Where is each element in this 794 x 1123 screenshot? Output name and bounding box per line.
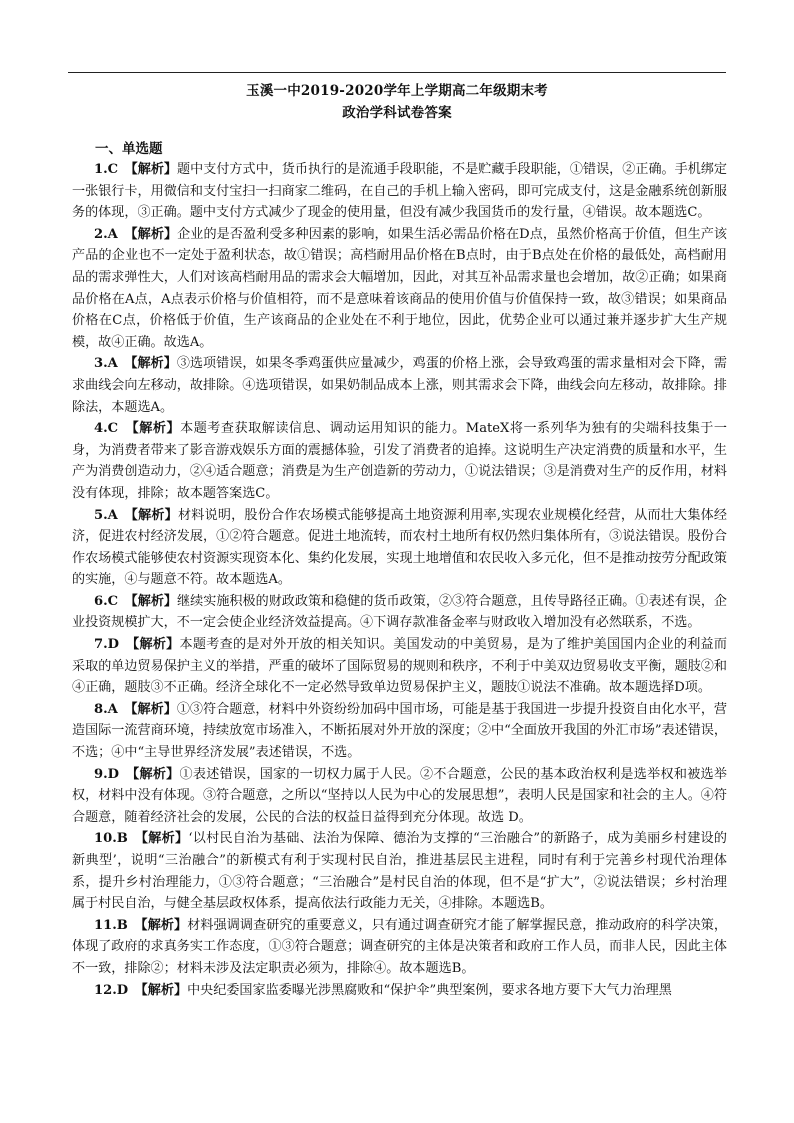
analysis-tag: 【解析】 — [131, 593, 178, 609]
analysis-tag: 【解析】 — [131, 507, 178, 523]
answer-number: 7.D — [94, 637, 120, 653]
answer-item-9 — [72, 764, 727, 829]
answer-text: 继续实施积极的财政政策和稳健的货币政策，②③符合题意，且传导路径正确。①表述有误，企业投资规模扩大，不一定会使企业经济效益提高。④下调存款准备金率与财政收入增加没有必然联系，不选。 — [72, 593, 728, 631]
section-heading: 一、单选题 — [95, 141, 163, 157]
analysis-tag: 【解析】 — [130, 701, 177, 717]
answer-text: 中央纪委国家监委曝光涉黑腐败和“保护伞”典型案例，要求各地方要下大气力治理黑 — [187, 982, 672, 998]
answer-number: 5.A — [94, 507, 118, 523]
answer-number: 8.A — [94, 701, 118, 717]
answer-number: 1.C — [94, 162, 119, 177]
answer-text: 企业的是否盈利受多种因素的影响，如果生活必需品价格在D点，虽然价格高于价值，但生产该产品的企业也不一定处于盈利状态，故①错误；高档耐用品价格在B点时，由于B点处在价格的最低处，高档耐用品的需求弹性大，人们对该高档耐用品的需求会大幅增加，因此，对其互补品需求量也会增加，故②正确；如果商品价格在A点，A点表示价格与价值相符，而不是意味着该商品的使用价值与价值保持一致，故③错误；如果商品价格在C点，价格低于价值，生产该商品的企业处在不利于地位，因此，优势企业可以通过兼并逐步扩大生产规模，故④正确。故选A。 — [72, 226, 728, 350]
answer-number: 9.D — [94, 766, 120, 782]
answer-item-1 — [72, 159, 727, 224]
answer-number: 12.D — [94, 982, 129, 998]
page-subtitle: 政治学科试卷答案 — [342, 105, 452, 121]
analysis-tag: 【解析】 — [132, 766, 180, 782]
answer-item-8 — [72, 699, 727, 764]
answer-number: 3.A — [94, 356, 118, 372]
answer-text: ①③符合题意，材料中外资纷纷加码中国市场，可能是基于我国进一步提升投资自由化水平，营造国际一流营商环境，持续放宽市场准入，不断拓展对外开放的深度；②中“全面放开我国的外汇市场”表述错误，不选；④中“主导世界经济发展”表述错误，不选。 — [72, 701, 728, 761]
analysis-tag: 【解析】 — [132, 637, 180, 653]
answer-text: ③选项错误，如果冬季鸡蛋供应量减少，鸡蛋的价格上涨，会导致鸡蛋的需求量相对会下降，需求曲线会向左移动，故排除。④选项错误，如果奶制品成本上涨，则其需求会下降，曲线会向左移动，故排除。排除法，本题选A。 — [72, 356, 728, 415]
analysis-tag: 【解析】 — [141, 831, 189, 847]
answer-text: 材料说明，股份合作农场模式能够提高土地资源利用率,实现农业规模化经营，从而壮大集体经济，促进农村经济发展，①②符合题意。促进土地流转，而农村土地所有权仍然归集体所有，③说法错误。股份合作农场模式能够使农村资源实现资本化、集约化发展，实现土地增值和农民收入多元化，但不是推动按劳分配政策的实施，④与题意不符。故本题选A。 — [72, 507, 727, 588]
answer-item-10 — [72, 828, 727, 914]
top-rule-divider — [68, 72, 726, 73]
answer-text: 本题考查获取解读信息、调动运用知识的能力。MateX将一系列华为独有的尖端科技集于一身，为消费者带来了影音游戏娱乐方面的震撼体验，引发了消费者的追捧。这说明生产决定消费的质量和水平，生产为消费创造动力，②④适合题意；消费是为生产创造新的劳动力，①说法错误；③是消费对生产的反作用，材料没有体现，排除；故本题答案选C。 — [72, 421, 728, 501]
answer-number: 4.C — [94, 421, 119, 437]
answer-item-3 — [72, 353, 727, 418]
answer-item-7 — [72, 634, 727, 699]
answer-item-6 — [72, 591, 727, 634]
analysis-tag: 【解析】 — [132, 421, 181, 437]
answer-number: 10.B — [94, 831, 128, 847]
answer-item-5 — [72, 505, 727, 591]
analysis-tag: 【解析】 — [141, 982, 188, 998]
answer-text: 题中支付方式中，货币执行的是流通手段职能，不是贮藏手段职能，①错误，②正确。手机绑定一张银行卡，用微信和支付宝扫一扫商家二维码，在自己的手机上输入密码，即可完成支付，这是金融系统创新服务的体现，③正确。题中支付方式减少了现金的使用量，但没有减少我国货币的发行量，④错误。故本题选C。 — [72, 162, 728, 221]
answer-text: 本题考查的是对外开放的相关知识。美国发动的中美贸易，是为了维护美国国内企业的利益而采取的单边贸易保护主义的举措，严重的破坏了国际贸易的规则和秩序，不利于中美双边贸易收支平衡，题肢②和④正确，题肢③不正确。经济全球化不一定必然导致单边贸易保护主义，题肢①说法不准确。故本题选择D项。 — [72, 637, 728, 696]
analysis-tag: 【解析】 — [141, 917, 188, 933]
answer-item-11 — [72, 915, 727, 980]
answer-item-4 — [72, 418, 727, 504]
analysis-tag: 【解析】 — [131, 226, 178, 242]
page-title: 玉溪一中2019-2020学年上学期高二年级期末考 — [246, 83, 548, 99]
answer-number: 2.A — [94, 226, 118, 242]
answer-item-2 — [72, 224, 727, 354]
answer-text: 材料强调调查研究的重要意义，只有通过调查研究才能了解掌握民意，推动政府的科学决策，体现了政府的求真务实工作态度，①③符合题意；调查研究的主体是决策者和政府工作人员，而非人民，因此主体不一致，排除②；材料未涉及法定职责必须为，排除④。故本题选B。 — [72, 917, 728, 976]
answer-list — [72, 159, 727, 1001]
answer-item-12 — [72, 980, 727, 1002]
answer-text: ①表述错误，国家的一切权力属于人民。②不合题意，公民的基本政治权利是选举权和被选举权，材料中没有体现。③符合题意，之所以“坚持以人民为中心的发展思想”，表明人民是国家和社会的主人。④符合题意，随着经济社会的发展，公民的合法的权益日益得到充分体现。故选 D。 — [72, 766, 728, 825]
analysis-tag: 【解析】 — [131, 162, 178, 177]
answer-number: 6.C — [94, 593, 119, 609]
answer-text: ‘以村民自治为基础、法治为保障、德治为支撑的“三治融合”的新路子，成为美丽乡村建设的新典型’，说明“三治融合”的新模式有利于实现村民自治，推进基层民主进程，同时有利于完善乡村现代治理体系，提升乡村治理能力，①③符合题意；“三治融合”是村民自治的体现，但不是“扩大”，②说法错误；乡村治理属于村民自治，与健全基层政权体系，提高依法行政能力无关，④排除。本题选B。 — [72, 831, 728, 912]
analysis-tag: 【解析】 — [130, 356, 177, 372]
answer-number: 11.B — [94, 917, 128, 933]
